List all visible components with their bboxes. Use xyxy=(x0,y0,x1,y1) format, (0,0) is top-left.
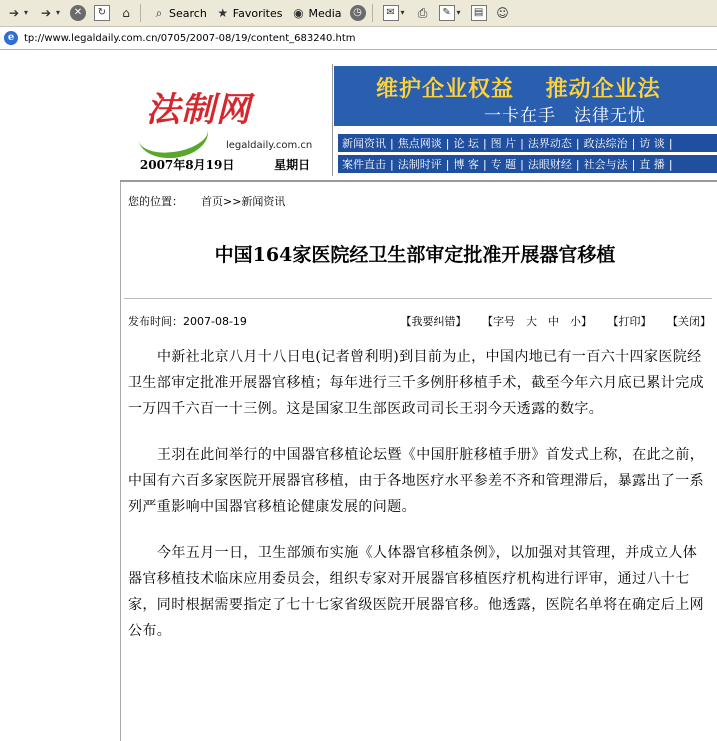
history-icon: ◷ xyxy=(350,5,366,21)
logo-text: 法制网 xyxy=(146,90,251,130)
nav-link[interactable]: 政法综治 xyxy=(583,137,628,150)
refresh-icon: ↻ xyxy=(94,5,110,21)
nav-separator: | xyxy=(631,136,636,150)
home-button[interactable] xyxy=(116,2,136,24)
article-title: 中国164家医院经卫生部审定批准开展器官移植 xyxy=(214,244,616,266)
nav-link[interactable]: 法眼财经 xyxy=(527,158,572,171)
browser-toolbar xyxy=(0,0,717,27)
media-icon: ◉ xyxy=(293,6,304,20)
address-url[interactable]: tp://www.legaldaily.com.cn/0705/2007-08/19/content_683240.htm xyxy=(24,32,356,44)
nav-separator: | xyxy=(390,157,394,171)
print-icon: ⎙ xyxy=(417,6,428,20)
discuss-icon: ▤ xyxy=(471,5,487,21)
article-tools xyxy=(389,313,712,329)
nav-separator: | xyxy=(631,157,636,171)
media-label: Media xyxy=(308,6,342,20)
back-arrow-icon: ➔ xyxy=(8,6,20,20)
article-paragraph: 中新社北京八月十八日电(记者曾利明)到目前为止，中国内地已有一百六十四家医院经卫生部审定批准开展器官移植；每年进行三千多例肝移植手术，截至今年六月底已累计完成一万四千六百一十三例。这是国家卫生部医政司司长王羽今天透露的数字。 xyxy=(128,349,704,417)
nav-link[interactable]: 新闻资讯 xyxy=(342,137,386,150)
nav-link[interactable]: 焦点网谈 xyxy=(397,137,442,150)
search-button[interactable] xyxy=(149,2,209,24)
forward-arrow-icon: ➔ xyxy=(40,6,52,20)
nav-link[interactable]: 直 播 xyxy=(639,158,665,171)
nav-separator: | xyxy=(445,136,450,150)
mail-button[interactable] xyxy=(381,2,409,24)
nav-separator: | xyxy=(482,157,487,171)
stop-icon: ✕ xyxy=(70,5,86,21)
chevron-down-icon: ▾ xyxy=(456,8,461,17)
publish-time: 发布时间：2007-08-19 xyxy=(128,315,247,328)
web-page xyxy=(120,54,717,741)
nav-link[interactable]: 法制时评 xyxy=(397,158,442,171)
nav-separator: | xyxy=(668,157,673,171)
chevron-down-icon: ▾ xyxy=(400,8,405,17)
favorites-icon: ★ xyxy=(217,6,229,20)
logo-domain: legaldaily.com.cn xyxy=(226,140,313,151)
favorites-label: Favorites xyxy=(232,6,283,20)
edit-button[interactable] xyxy=(437,2,465,24)
article-body xyxy=(128,344,708,664)
messenger-icon: ☺ xyxy=(496,6,509,20)
breadcrumb-path[interactable]: 首页>>新闻资讯 xyxy=(201,195,286,208)
nav-row-1 xyxy=(338,134,717,152)
print-button[interactable] xyxy=(413,2,433,24)
nav-link[interactable]: 论 坛 xyxy=(453,137,479,150)
address-bar[interactable] xyxy=(0,27,717,50)
nav-link[interactable]: 访 谈 xyxy=(639,137,665,150)
banner-headline: 维护企业权益 推动企业法 xyxy=(376,76,661,102)
date-row xyxy=(120,154,330,174)
breadcrumb xyxy=(128,193,285,209)
history-button[interactable] xyxy=(348,2,368,24)
messenger-button[interactable] xyxy=(493,2,513,24)
forward-button[interactable] xyxy=(36,2,64,24)
print-link[interactable]: 【打印】 xyxy=(607,315,652,328)
nav-link[interactable]: 图 片 xyxy=(490,137,517,150)
favorites-button[interactable] xyxy=(213,2,285,24)
banner-subline: 一卡在手 法律无忧 xyxy=(484,106,646,126)
article-paragraph: 王羽在此间举行的中国器官移植论坛暨《中国肝脏移植手册》首发式上称，在此之前，中国有六百多家医院开展器官移植，由于各地医疗水平参差不齐和管理滞后，暴露出了一系列严重影响中国器官移植论健康发展的问题。 xyxy=(128,447,705,515)
site-logo[interactable] xyxy=(120,64,330,160)
nav-separator: | xyxy=(390,136,394,150)
nav-separator: | xyxy=(575,157,580,171)
current-weekday: 星期日 xyxy=(274,157,311,172)
article-paragraph: 今年五月一日，卫生部颁布实施《人体器官移植条例》，以加强对其管理，并成立人体器官移植技术临床应用委员会，组织专家对开展器官移植医疗机构进行评审，通过八十七家，同时根据需要指定了七十七家省级医院开展器官移。他透露，医院名单将在确定后上网公布。 xyxy=(128,545,704,639)
mail-icon: ✉ xyxy=(383,5,399,21)
nav-link[interactable]: 社会与法 xyxy=(583,158,628,171)
close-link[interactable]: 【关闭】 xyxy=(667,315,711,328)
chevron-down-icon: ▾ xyxy=(23,8,28,17)
nav-separator: | xyxy=(520,157,524,171)
breadcrumb-label: 您的位置： xyxy=(128,195,183,208)
font-size-links[interactable]: 【字号 大 中 小】 xyxy=(482,315,592,328)
edit-icon: ✎ xyxy=(439,5,455,21)
media-button[interactable] xyxy=(289,2,344,24)
discuss-button[interactable] xyxy=(469,2,489,24)
ad-banner[interactable] xyxy=(334,66,717,126)
nav-separator: | xyxy=(482,136,487,150)
stop-button[interactable] xyxy=(68,2,88,24)
nav-separator: | xyxy=(445,157,450,171)
nav-row-2 xyxy=(338,155,717,173)
toolbar-separator xyxy=(140,4,141,22)
back-button[interactable] xyxy=(4,2,32,24)
home-icon: ⌂ xyxy=(122,6,130,20)
header-divider xyxy=(332,64,333,176)
report-error-link[interactable]: 【我要纠错】 xyxy=(400,315,467,328)
search-label: Search xyxy=(169,6,207,20)
nav-link[interactable]: 法界动态 xyxy=(527,137,572,150)
meta-rule xyxy=(124,298,712,299)
nav-separator: | xyxy=(520,136,524,150)
nav-link[interactable]: 博 客 xyxy=(453,158,479,171)
current-date: 2007年8月19日 xyxy=(139,157,235,172)
nav-separator: | xyxy=(575,136,580,150)
page-icon: e xyxy=(4,31,18,45)
refresh-button[interactable] xyxy=(92,2,112,24)
chevron-down-icon: ▾ xyxy=(55,8,60,17)
search-icon: ⌕ xyxy=(155,6,163,20)
nav-link[interactable]: 案件直击 xyxy=(342,158,386,171)
nav-link[interactable]: 专 题 xyxy=(490,158,517,171)
header-rule xyxy=(120,180,717,182)
toolbar-separator xyxy=(372,4,373,22)
nav-separator: | xyxy=(668,136,673,150)
